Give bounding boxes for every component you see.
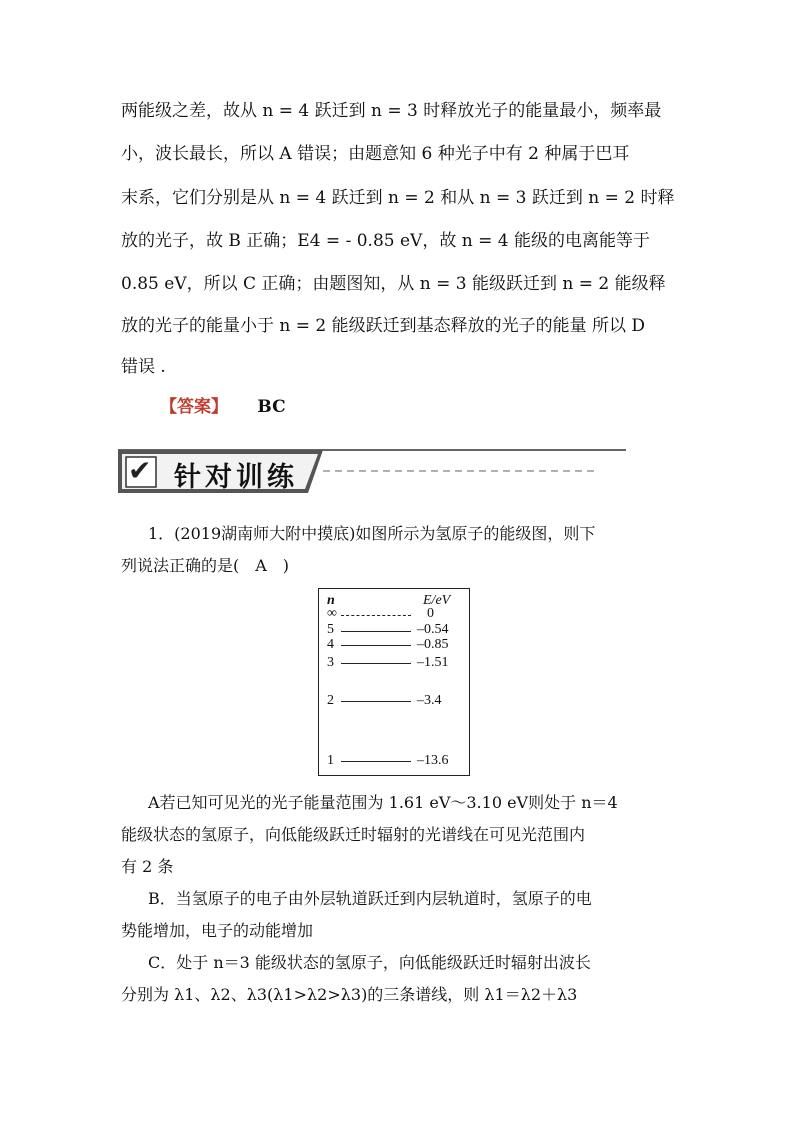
level-label-4: 4 (327, 637, 334, 652)
level-line-4 (341, 645, 411, 646)
e-axis-label: E/eV (423, 593, 451, 608)
solution-line-5: 0.85 eV，所以 C 正确；由题图知，从 n = 3 能级跃迁到 n = 2 能级释 (121, 274, 666, 294)
solution-line-6: 放的光子的能量小于 n = 2 能级跃迁到基态释放的光子的能量 所以 D (121, 316, 646, 336)
option-c-line-2: 分别为 λ1、λ2、λ3(λ1>λ2>λ3)的三条谱线，则 λ1＝λ2＋λ3 (121, 985, 578, 1004)
level-energy-5: –0.54 (417, 622, 449, 637)
solution-line-3: 末系，它们分别是从 n = 4 跃迁到 n = 2 和从 n = 3 跃迁到 n = 2 时释 (121, 188, 675, 208)
section-banner (118, 449, 626, 494)
check-icon: ✔ (128, 454, 152, 487)
level-line-inf (341, 615, 411, 616)
answer-row (160, 396, 286, 418)
level-label-3: 3 (327, 655, 334, 670)
option-a-line-1: A若已知可见光的光子能量范围为 1.61 eV～3.10 eV则处于 n＝4 (148, 793, 618, 812)
level-label-1: 1 (327, 753, 334, 768)
question-stem-line-1: 1．(2019湖南师大附中摸底)如图所示为氢原子的能级图，则下 (148, 524, 596, 543)
solution-line-1: 两能级之差，故从 n = 4 跃迁到 n = 3 时释放光子的能量最小，频率最 (121, 101, 662, 121)
answer-tag: 【答案】 (160, 397, 228, 417)
option-a-line-3: 有 2 条 (121, 857, 174, 876)
level-energy-2: –3.4 (417, 693, 442, 708)
option-b-line-2: 势能增加，电子的动能增加 (121, 921, 314, 940)
level-label-5: 5 (327, 622, 334, 637)
level-label-inf: ∞ (327, 606, 337, 621)
level-line-3 (341, 663, 411, 664)
section-title: 针对训练 (174, 462, 298, 493)
level-line-2 (341, 701, 411, 702)
question-stem-line-2: 列说法正确的是( A ) (121, 556, 290, 575)
level-line-5 (341, 631, 411, 632)
answer-value: BC (257, 397, 286, 417)
n-axis-label: n (327, 593, 335, 608)
solution-line-2: 小，波长最长，所以 A 错误；由题意知 6 种光子中有 2 种属于巴耳 (121, 144, 630, 164)
level-energy-3: –1.51 (417, 655, 449, 670)
option-a-line-2: 能级状态的氢原子，向低能级跃迁时辐射的光谱线在可见光范围内 (121, 825, 586, 844)
level-energy-inf: 0 (427, 606, 434, 621)
option-c-line-1: C．处于 n＝3 能级状态的氢原子，向低能级跃迁时辐射出波长 (148, 953, 591, 972)
level-label-2: 2 (327, 693, 334, 708)
option-b-line-1: B．当氢原子的电子由外层轨道跃迁到内层轨道时，氢原子的电 (148, 889, 592, 908)
solution-line-7: 错误 . (121, 357, 166, 377)
level-line-1 (341, 761, 411, 762)
energy-level-diagram (318, 588, 470, 776)
solution-line-4: 放的光子，故 B 正确；E4 = - 0.85 eV，故 n = 4 能级的电离能等于 (121, 231, 650, 251)
level-energy-1: –13.6 (417, 753, 449, 768)
level-energy-4: –0.85 (417, 637, 449, 652)
